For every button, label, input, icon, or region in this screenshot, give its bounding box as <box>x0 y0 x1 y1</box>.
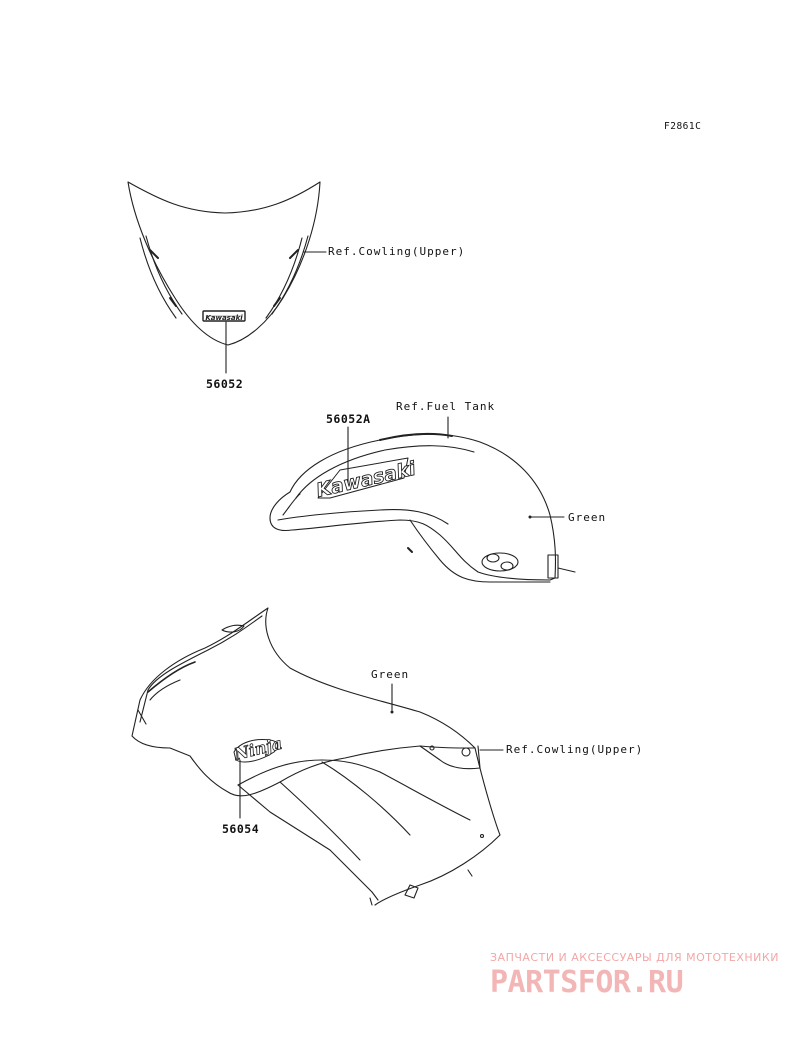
label-green-tank: Green <box>568 511 607 524</box>
leader-lines-windscreen <box>226 252 326 373</box>
cowling-decal-text: Ninja <box>232 733 285 764</box>
label-ref-fuel-tank: Ref.Fuel Tank <box>396 400 496 413</box>
label-ref-cowling-upper-top: Ref.Cowling(Upper) <box>328 245 466 258</box>
watermark-tagline: ЗАПЧАСТИ И АКСЕССУАРЫ ДЛЯ МОТОТЕХНИКИ <box>490 951 779 964</box>
label-part-56052: 56052 <box>206 377 244 391</box>
anchor-green-cowling <box>391 711 394 714</box>
label-ref-cowling-upper-bottom: Ref.Cowling(Upper) <box>506 743 644 756</box>
tank-decal-text: Kawasaki <box>314 457 418 502</box>
label-green-cowling: Green <box>371 668 410 681</box>
label-part-56052a: 56052A <box>326 412 371 426</box>
anchor-green-tank <box>529 516 532 519</box>
label-part-56054: 56054 <box>222 822 260 836</box>
fuel-tank-part <box>270 434 575 582</box>
figure-code: F2861C <box>664 121 702 132</box>
side-cowling-part <box>132 608 500 905</box>
windscreen-decal-text: Kawasaki <box>205 314 243 322</box>
watermark-logo: PARTSFOR.RU <box>490 965 684 1000</box>
